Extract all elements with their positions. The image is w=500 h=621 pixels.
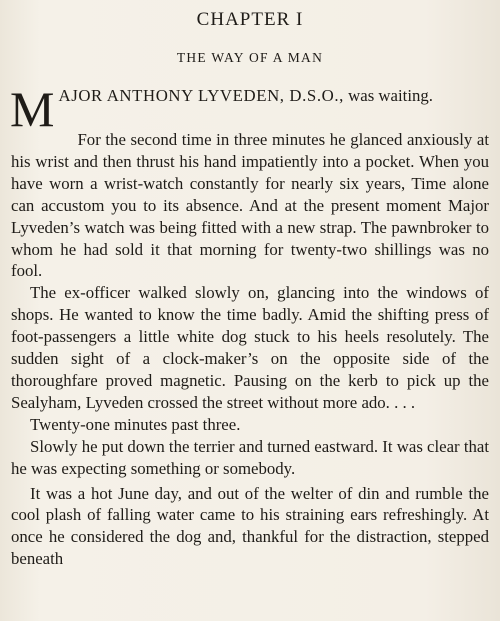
paragraph-1-rest: was waiting.: [343, 86, 433, 105]
paragraph-6: It was a hot June day, and out of the welter of din and rumble the cool plash of falling water came to his straining ears refreshingly. At once he considered the dog and, thankful for the distraction, stepped beneath: [11, 483, 489, 569]
chapter-title: THE WAY OF A MAN: [176, 50, 324, 65]
paragraph-1: [10, 81, 489, 137]
paragraph-5: Slowly he put down the terrier and turned eastward. It was clear that he was expecting something or somebody.: [11, 436, 490, 478]
paragraph-1-lead-caps: AJOR ANTHONY LYVEDEN, D.S.O.,: [58, 86, 344, 105]
drop-cap: M: [10, 81, 55, 137]
paragraph-3: The ex-officer walked slowly on, glancing into the windows of shops. He wanted to know the time badly. Amid the shifting press of foot-passengers a little white dog stuck to his heels resolutely. The sudden sight of a clock-maker’s on the opposite side of the thoroughfare proved magnetic. Pausing on the kerb to pick up the Sealyham, Lyveden crossed the street without more ado. . . .: [11, 283, 489, 412]
paragraph-2: For the second time in three minutes he glanced anxiously at his wrist and then thrust his hand impatiently into a pocket. When you have worn a wrist-watch constantly for nearly six years, Time alone can accustom you to its absence. And at the present moment Major Lyveden’s watch was being fitted with a new strap. The pawnbroker to whom he had sold it that morning for twenty-two shillings was no fool.: [11, 130, 489, 281]
paragraph-4: Twenty-one minutes past three.: [30, 414, 241, 434]
chapter-heading: CHAPTER I: [196, 9, 304, 30]
body-text: [10, 81, 490, 570]
